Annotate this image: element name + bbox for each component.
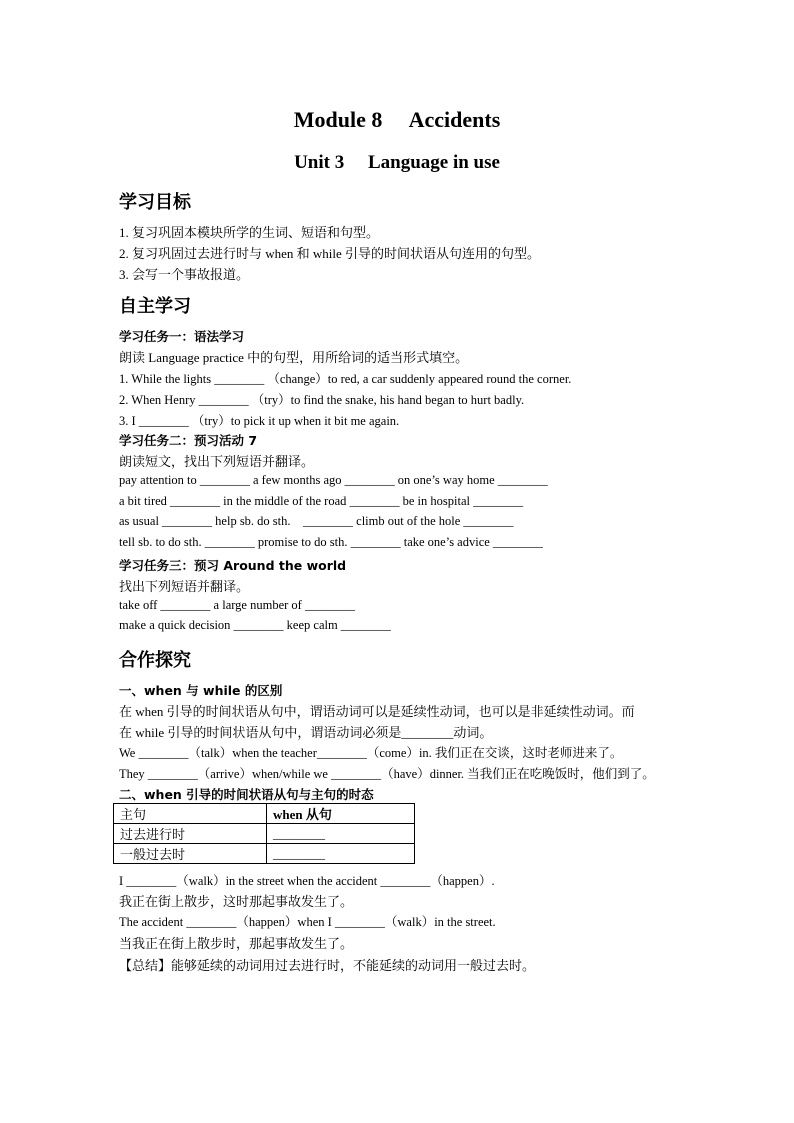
task2-title: 学习任务二：预习活动 7 [119,433,258,448]
task1-line: 3. I ________ （try）to pick it up when it bit me again. [119,414,400,428]
module-title: Module 8 Accidents [293,107,501,132]
table-cell-blank: ________ [267,824,415,844]
part1-line: 在 while 引导的时间状语从句中，谓语动词必须是________动词。 [119,725,493,740]
objective-item: 1. 复习巩固本模块所学的生词、短语和句型。 [119,225,380,240]
unit-title: Unit 3 Language in use [294,152,500,173]
table-row [114,824,415,844]
part2-line: 当我正在街上散步时，那起事故发生了。 [119,936,354,951]
table-row [114,844,415,864]
summary-line: 【总结】能够延续的动词用过去进行时，不能延续的动词用一般过去时。 [119,958,536,973]
table-cell-blank: ________ [267,844,415,864]
tense-table [113,803,415,864]
part1-line: They ________（arrive）when/while we ________（have）dinner. 当我们正在吃晚饭时，他们到了。 [119,767,655,781]
task2-line: as usual ________ help sb. do sth. ________ climb out of the hole ________ [119,514,514,528]
task1-line: 2. When Henry ________ （try）to find the snake, his hand began to hurt badly. [119,393,525,407]
part2-title: 二、when 引导的时间状语从句与主句的时态 [119,787,374,802]
part1-line: We ________（talk）when the teacher________（come）in. 我们正在交谈，这时老师进来了。 [119,746,623,760]
task3-instruction: 找出下列短语并翻译。 [119,579,250,594]
table-header-cell: 主句 [114,804,267,824]
objective-item: 2. 复习巩固过去进行时与 when 和 while 引导的时间状语从句连用的句型。 [119,246,541,261]
self-study-heading: 自主学习 [119,296,191,317]
task2-instruction: 朗读短文，找出下列短语并翻译。 [119,454,315,469]
table-cell: 过去进行时 [114,824,267,844]
part2-line: The accident ________（happen）when I ________（walk）in the street. [119,915,496,929]
part2-line: I ________（walk）in the street when the accident ________（happen）. [119,874,495,888]
cooperation-heading: 合作探究 [119,650,191,671]
task3-line: make a quick decision ________ keep calm ________ [119,618,391,632]
task2-line: tell sb. to do sth. ________ promise to do sth. ________ take one’s advice ________ [119,535,543,549]
task3-line: take off ________ a large number of ________ [119,598,355,612]
task1-line: 1. While the lights ________ （change）to red, a car suddenly appeared round the corner. [119,372,572,386]
objective-item: 3. 会写一个事故报道。 [119,267,250,282]
part1-line: 在 when 引导的时间状语从句中，谓语动词可以是延续性动词，也可以是非延续性动词。而 [119,704,635,719]
task2-line: a bit tired ________ in the middle of the road ________ be in hospital ________ [119,494,524,508]
part1-title: 一、when 与 while 的区别 [119,683,283,698]
table-cell: 一般过去时 [114,844,267,864]
table-header-cell: when 从句 [267,804,415,824]
task1-title: 学习任务一：语法学习 [119,329,245,344]
task3-title: 学习任务三：预习 Around the world [119,558,347,573]
task2-line: pay attention to ________ a few months ago ________ on one’s way home ________ [119,473,548,487]
part2-line: 我正在街上散步，这时那起事故发生了。 [119,894,354,909]
task1-instruction: 朗读 Language practice 中的句型，用所给词的适当形式填空。 [119,350,469,365]
objectives-heading: 学习目标 [119,192,191,213]
table-header-row [114,804,415,824]
